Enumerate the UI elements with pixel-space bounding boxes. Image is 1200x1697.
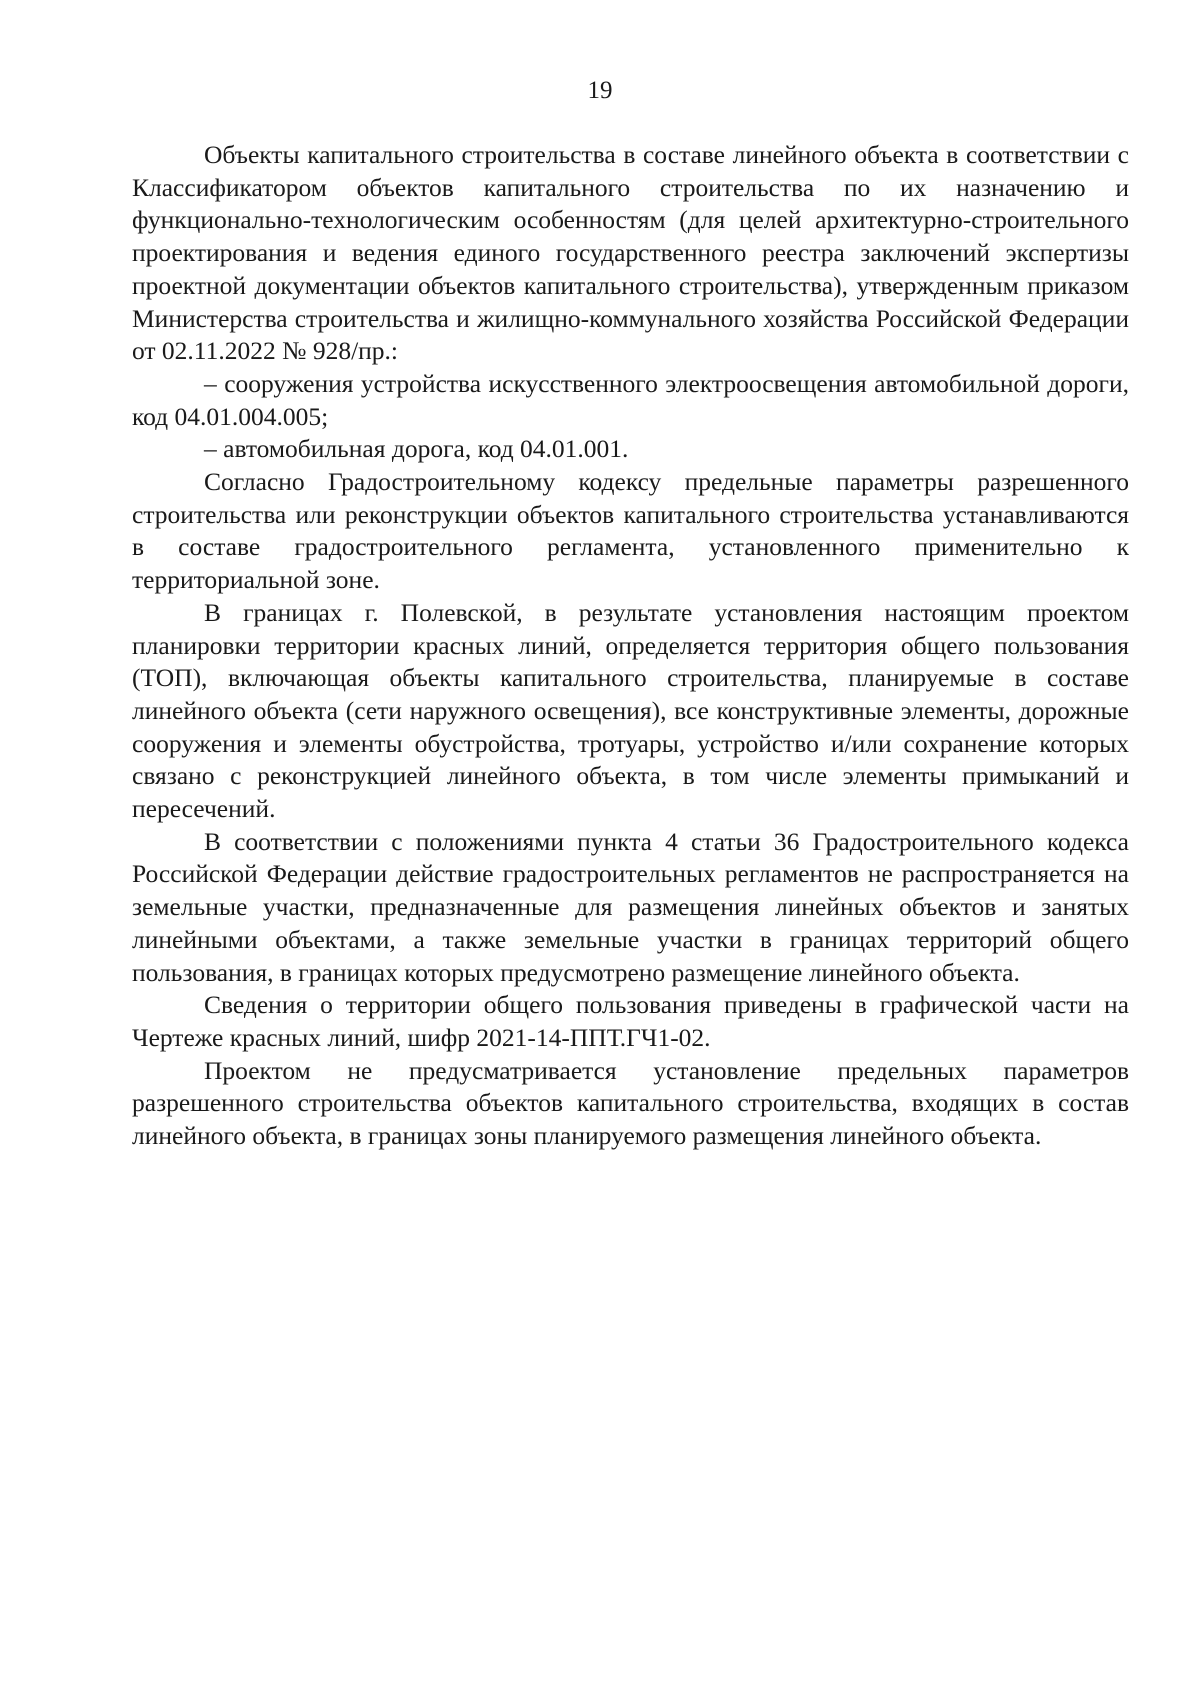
list-item-lighting-structures	[132, 368, 1129, 433]
paragraph-article-36: В соответствии с положениями пункта 4 статьи 36 Градостроительного кодекса Российской Федерации действие градостроительных регламентов не распространяется на земельные участки, предназначенные для размещения линейных объектов и занятых линейными объектами, а также земельные участки в границах территорий общего пользования, в границах которых предусмотрено размещение линейного объекта.	[132, 826, 1129, 987]
paragraph-polevskoy-boundaries: В границах г. Полевской, в результате установления настоящим проектом планировки территории красных линий, определяется территория общего пользования (ТОП), включающая объекты капитального строительства, планируемые в составе линейного объекта (сети наружного освещения), все конструктивные элементы, дорожные сооружения и элементы обустройства, тротуары, устройство и/или сохранение которых связано с реконструкцией линейного объекта, в том числе элементы примыканий и пересечений.	[132, 597, 1129, 824]
page-number: 19	[587, 77, 613, 104]
list-item-text: сооружения устройства искусственного электроосвещения автомобильной дороги, код 04.01.004.005;	[132, 368, 1130, 431]
list-dash: –	[204, 434, 217, 464]
paragraph-classifier: Объекты капитального строительства в составе линейного объекта в соответствии с Классификатором объектов капитального строительства по их назначению и функционально-технологическим особенностям (для целей архитектурно-строительного проектирования и ведения единого государственного реестра заключений экспертизы проектной документации объектов капитального строительства), утвержденным приказом Министерства строительства и жилищно-коммунального хозяйства Российской Федерации от 02.11.2022 № 928/пр.:	[132, 140, 1129, 366]
paragraph-red-lines-drawing: Сведения о территории общего пользования приведены в графической части на Чертеже красных линий, шифр 2021-14-ППТ.ГЧ1-02.	[132, 990, 1129, 1052]
paragraph-urban-code: Согласно Градостроительному кодексу предельные параметры разрешенного строительства или реконструкции объектов капитального строительства устанавливаются в составе градостроительного регламента, установленного применительно к территориальной зоне.	[132, 467, 1129, 595]
list-dash: –	[204, 368, 217, 398]
list-item-text: автомобильная дорога, код 04.01.001.	[223, 434, 629, 464]
document-body	[132, 139, 1129, 1153]
list-item-road	[132, 433, 1129, 466]
paragraph-no-limits: Проектом не предусматривается установление предельных параметров разрешенного строительства объектов капитального строительства, входящих в состав линейного объекта, в границах зоны планируемого размещения линейного объекта.	[132, 1055, 1129, 1151]
